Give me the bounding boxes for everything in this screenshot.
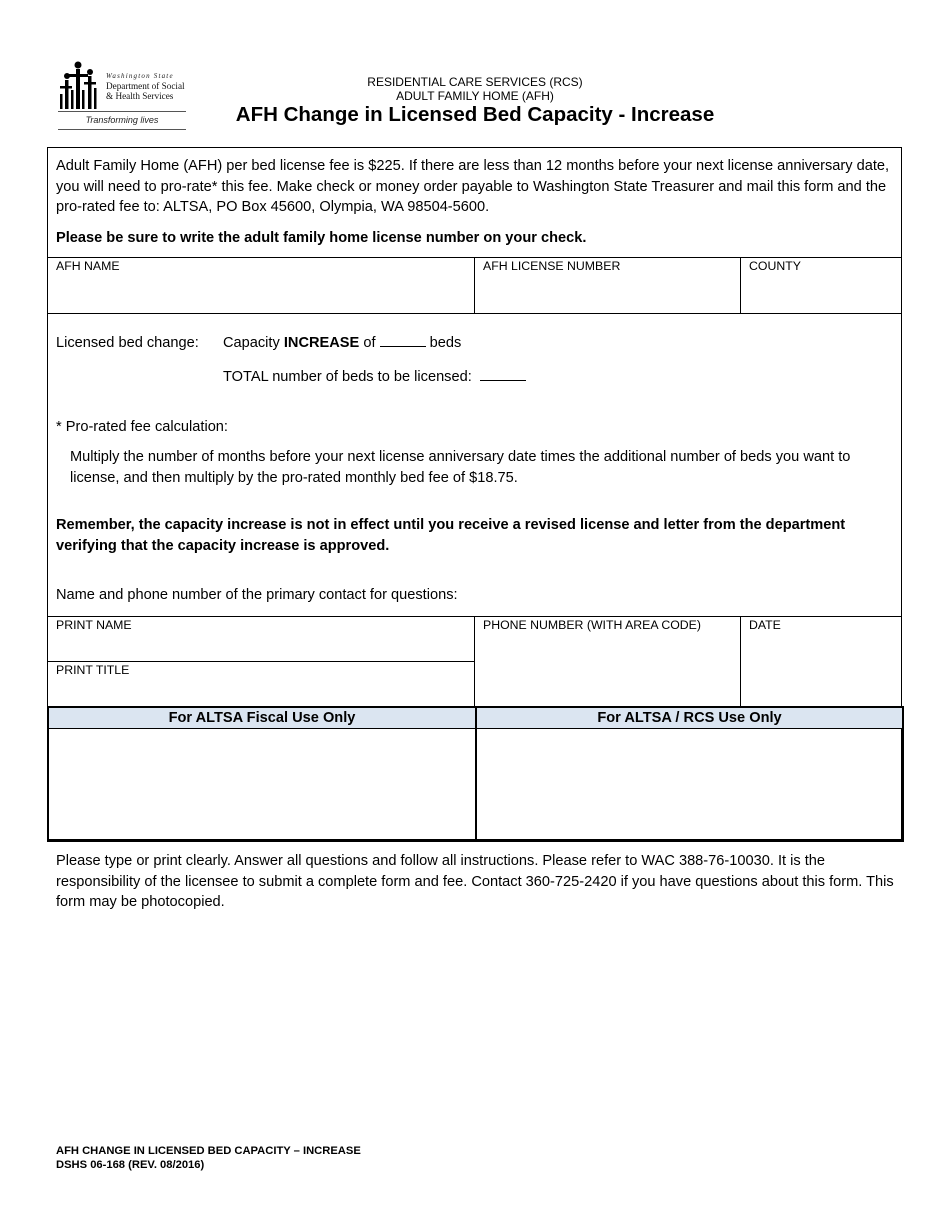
logo-dept-line1: Department of Social bbox=[106, 81, 185, 91]
form-title: AFH Change in Licensed Bed Capacity - Increase bbox=[235, 103, 715, 126]
intro-text: Adult Family Home (AFH) per bed license fee is $225. If there are less than 12 months before your next license anniversary date, you will need to pro-rate* this fee. Make check or money order payable to Washington State Treasurer and mail this form and the pro-rated fee to: ALTSA, PO Box 45600, Olympia, WA 98504-5600. bbox=[56, 158, 890, 215]
instructions-note: Please type or print clearly. Answer all questions and follow all instructions. Please refer to WAC 388-76-10030. It is the responsibility of the licensee to submit a complete form and fee. Contact 360-725-2420 if you have questions about this form. This form may be photocopied. bbox=[56, 853, 894, 910]
header-line-1: RESIDENTIAL CARE SERVICES (RCS) bbox=[367, 75, 583, 89]
contact-prompt: Name and phone number of the primary contact for questions: bbox=[56, 587, 458, 603]
afh-name-label: AFH NAME bbox=[56, 259, 120, 273]
afh-license-number-label: AFH LICENSE NUMBER bbox=[483, 259, 621, 273]
logo-dept-line2: & Health Services bbox=[106, 91, 174, 101]
phone-field[interactable] bbox=[476, 633, 739, 705]
check-note: Please be sure to write the adult family home license number on your check. bbox=[56, 230, 587, 246]
afh-name-field[interactable] bbox=[48, 274, 473, 312]
county-label: COUNTY bbox=[749, 259, 801, 273]
county-field[interactable] bbox=[742, 274, 901, 312]
print-title-label: PRINT TITLE bbox=[56, 663, 130, 677]
prorate-text: Multiply the number of months before your next license anniversary date times the additional number of beds you want to license, and then multiply by the pro-rated monthly bed fee of $18.75. bbox=[70, 449, 851, 486]
form-footer-title: AFH CHANGE IN LICENSED BED CAPACITY – INCREASE bbox=[56, 1145, 361, 1157]
prorate-heading: * Pro-rated fee calculation: bbox=[56, 419, 228, 435]
date-field[interactable] bbox=[742, 633, 901, 705]
print-name-field[interactable] bbox=[48, 633, 473, 660]
header-line-2: ADULT FAMILY HOME (AFH) bbox=[396, 89, 554, 103]
logo-tagline: Transforming lives bbox=[85, 115, 159, 125]
divider-row1-col2 bbox=[740, 257, 741, 313]
form-footer-number: DSHS 06-168 (REV. 08/2016) bbox=[56, 1159, 205, 1171]
capacity-prefix: Capacity bbox=[223, 335, 280, 351]
print-title-field[interactable] bbox=[48, 678, 473, 705]
remember-note: Remember, the capacity increase is not in effect until you receive a revised license and letter from the department verifying that the capacity increase is approved. bbox=[56, 517, 846, 554]
phone-label: PHONE NUMBER (WITH AREA CODE) bbox=[483, 618, 701, 632]
total-beds-label: TOTAL number of beds to be licensed: bbox=[223, 369, 472, 385]
date-label: DATE bbox=[749, 618, 781, 632]
bed-change-label: Licensed bed change: bbox=[56, 335, 199, 351]
divider-name-title bbox=[47, 661, 475, 662]
logo-rule-bottom bbox=[58, 129, 186, 130]
fiscal-use-header: For ALTSA Fiscal Use Only bbox=[49, 708, 475, 729]
capacity-increase-word: INCREASE bbox=[283, 335, 360, 351]
capacity-increase-beds-input[interactable] bbox=[380, 333, 426, 347]
capacity-increase-line bbox=[223, 333, 461, 354]
divider-row2-col2 bbox=[740, 616, 741, 706]
rcs-use-header: For ALTSA / RCS Use Only bbox=[477, 708, 902, 729]
total-beds-input[interactable] bbox=[480, 367, 526, 381]
divider-row1-col1 bbox=[474, 257, 475, 313]
logo-state: Washington State bbox=[106, 72, 174, 80]
form-footer bbox=[56, 1144, 361, 1172]
afh-license-number-field[interactable] bbox=[476, 274, 739, 312]
divider-row1-bottom bbox=[47, 313, 902, 314]
print-name-label: PRINT NAME bbox=[56, 618, 132, 632]
total-beds-line bbox=[223, 367, 526, 388]
capacity-suffix: beds bbox=[429, 335, 462, 351]
use-only-divider bbox=[475, 708, 477, 840]
altsa-use-only-box bbox=[47, 706, 904, 842]
divider-row2-col1 bbox=[474, 616, 475, 706]
capacity-of: of bbox=[363, 335, 376, 351]
